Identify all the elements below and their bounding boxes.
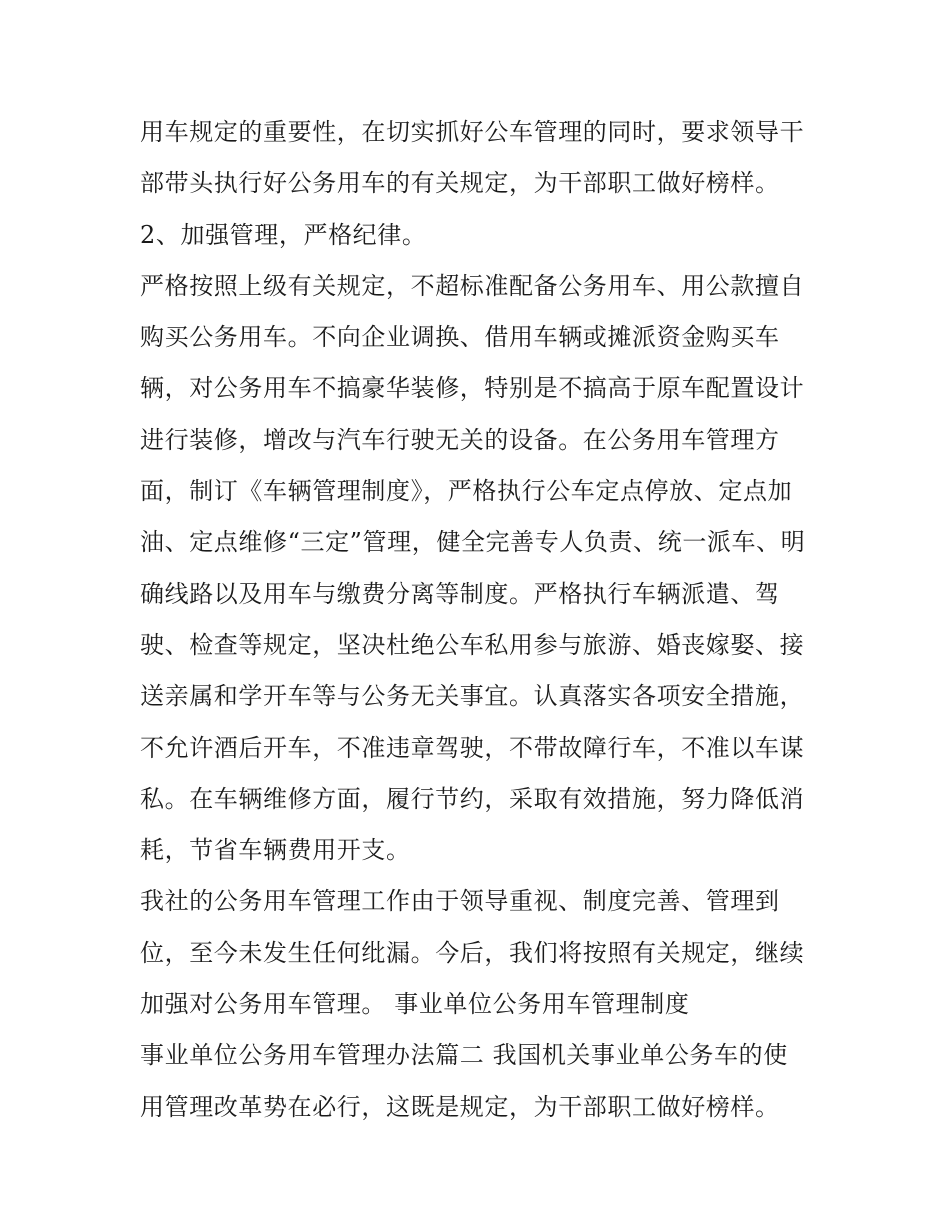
text-line: 进行装修，增改与汽车行驶无关的设备。在公务用车管理方 [140,425,780,454]
document-body [140,107,830,1133]
text-line: 用管理改革势在必行，这既是规定，为干部职工做好榜样。 [140,1092,780,1121]
section-heading: 2、加强管理，严格纪律。 [140,220,427,249]
text-line: 我社的公务用车管理工作由于领导重视、制度完善、管理到 [140,887,780,916]
text-line: 严格按照上级有关规定，不超标准配备公务用车、用公款擅自 [140,271,805,300]
text-line: 加强对公务用车管理。 事业单位公务用车管理制度 [140,990,690,1019]
text-line: 送亲属和学开车等与公务无关事宜。认真落实各项安全措施， [140,682,805,711]
text-line: 不允许酒后开车，不准违章驾驶，不带故障行车，不准以车谋 [140,733,805,762]
text-line: 位，至今未发生任何纰漏。今后，我们将按照有关规定，继续 [140,938,805,967]
text-line: 油、定点维修“三定”管理，健全完善专人负责、统一派车、明 [140,528,806,557]
text-line: 确线路以及用车与缴费分离等制度。严格执行车辆派遣、驾 [140,579,780,608]
text-line: 耗，节省车辆费用开支。 [140,836,411,865]
text-line: 私。在车辆维修方面，履行节约，采取有效措施，努力降低消 [140,784,805,813]
text-line: 辆，对公务用车不搞豪华装修，特别是不搞高于原车配置设计 [140,374,805,403]
text-line: 购买公务用车。不向企业调换、借用车辆或摊派资金购买车 [140,323,780,352]
text-line: 部带头执行好公务用车的有关规定，为干部职工做好榜样。 [140,169,780,198]
text-line: 面，制订《车辆管理制度》，严格执行公车定点停放、定点加 [140,477,793,506]
text-line: 驶、检查等规定，坚决杜绝公车私用参与旅游、婚丧嫁娶、接 [140,630,805,659]
text-line: 用车规定的重要性，在切实抓好公车管理的同时，要求领导干 [140,118,805,146]
text-line: 事业单位公务用车管理办法篇二 我国机关事业单公务车的使 [140,1041,788,1070]
